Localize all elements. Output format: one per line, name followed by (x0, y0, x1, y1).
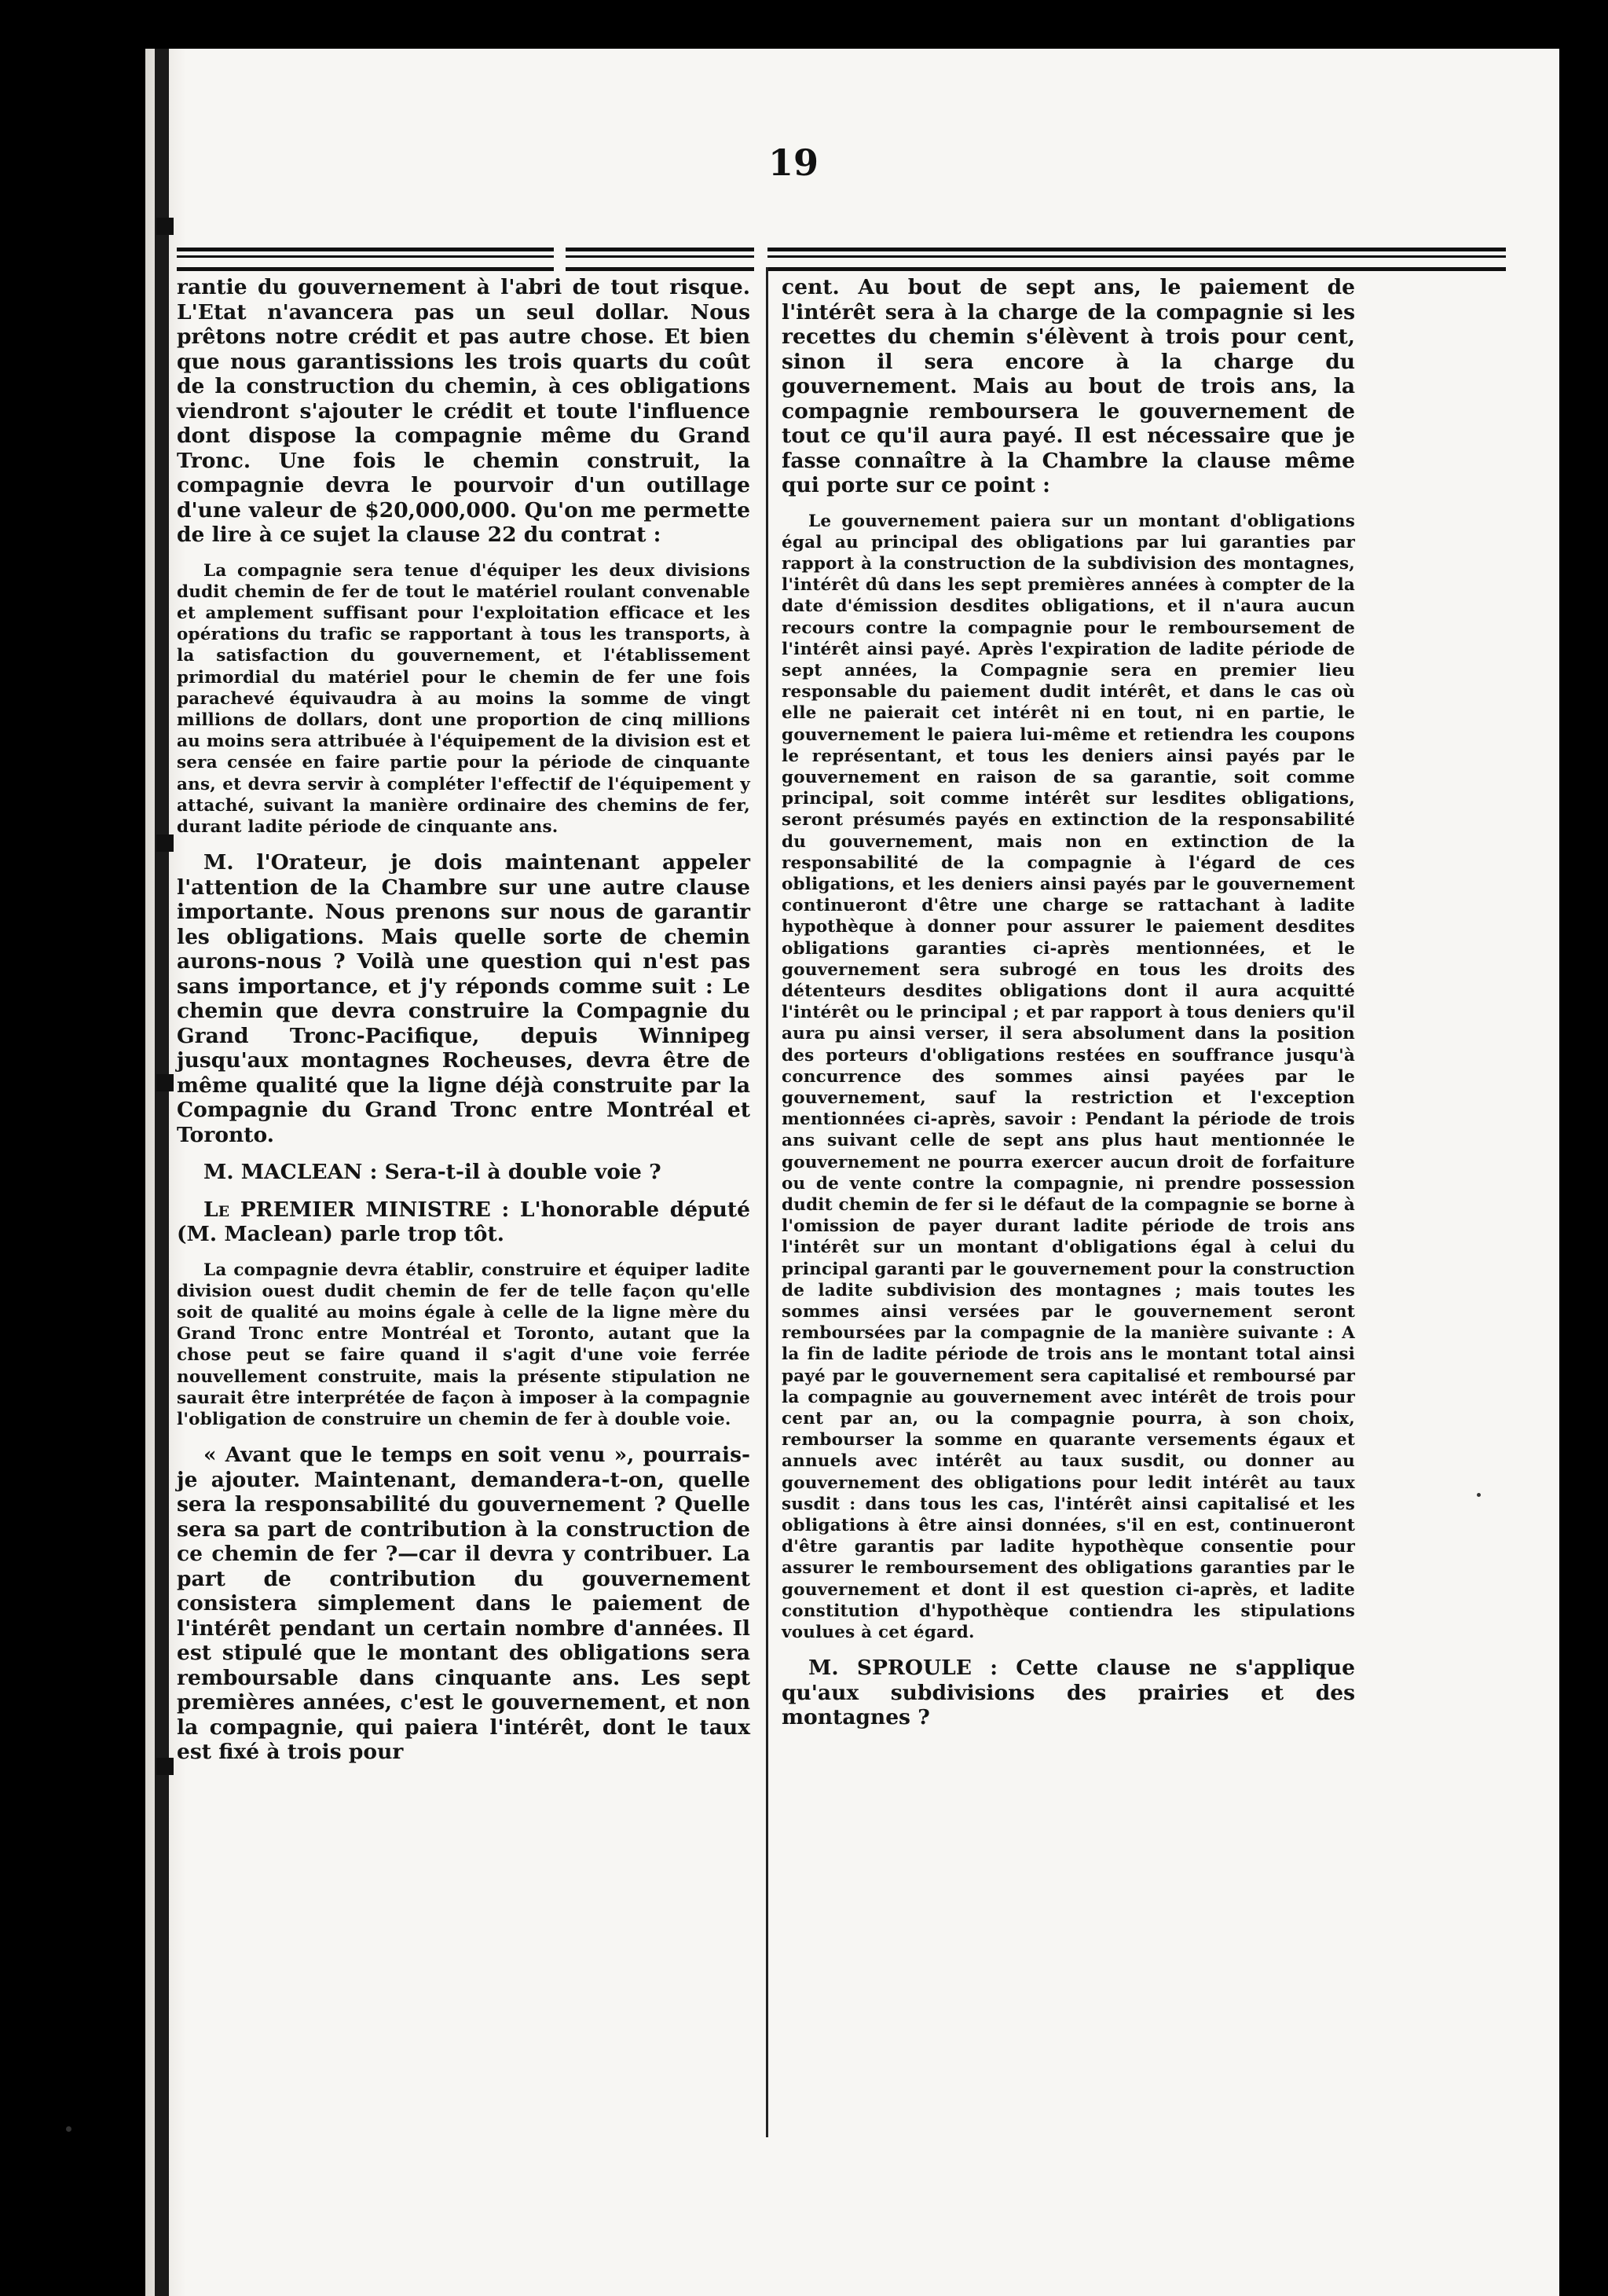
speaker-name: Le PREMIER MINISTRE : (203, 1197, 510, 1222)
speaker-text: L'honorable député (M. Maclean) parle trop tôt. (177, 1197, 751, 1247)
paragraph: cent. Au bout de sept ans, le paiement de l'intérêt sera à la charge de la compagnie si les recettes du chemin s'élèvent à trois pour cent, sinon il sera encore à la charge du gouvernement. Mais au bout de trois ans, la compagnie remboursera le gouvernement de tout ce qu'il aura payé. Il est nécessaire que je fasse connaître à la Chambre la clause même qui porte sur ce point : (782, 275, 1355, 497)
page-number: 19 (767, 141, 819, 184)
speaker-exchange (177, 1198, 750, 1247)
right-column (782, 275, 1355, 1743)
paragraph: rantie du gouvernement à l'abri de tout risque. L'Etat n'avancera pas un seul dollar. Nous prêtons notre crédit et pas autre chose. Et bien que nous garantissions les trois quarts du coût de la construction du chemin, à ces obligations viendront s'ajouter le crédit et toute l'influence dont dispose la compagnie même du Grand Tronc. Une fois le chemin construit, la compagnie devra le pourvoir d'un outillage d'une valeur de $20,000,000. Qu'on me permette de lire à ce sujet la clause 22 du contrat : (177, 275, 750, 547)
rail-mark (156, 218, 174, 235)
binding-rail (155, 49, 169, 2296)
speaker-exchange (782, 1656, 1355, 1730)
quoted-clause: La compagnie devra établir, construire et équiper ladite division ouest dudit chemin de fer de telle façon qu'elle soit de qualité au moins égale à celle de la ligne mère du Grand Tronc entre Montréal et Toronto, autant que la chose peut se faire quand il s'agit d'une voie ferrée nouvellement construite, mais la présente stipulation ne saurait être interprétée de façon à imposer à la compagnie l'obligation de construire un chemin de fer à double voie. (177, 1260, 750, 1430)
paragraph: « Avant que le temps en soit venu », pourrais-je ajouter. Maintenant, demandera-t-on, quelle sera la responsabilité du gouvernement ? Quelle sera sa part de contribution à la construction de ce chemin de fer ?—car il devra y contribuer. La part de contribution du gouvernement consistera simplement dans le paiement de l'intérêt pendant un certain nombre d'années. Il est stipulé que le montant des obligations sera remboursable dans cinquante ans. Les sept premières années, c'est le gouvernement, et non la compagnie, qui paiera l'intérêt, dont le taux est fixé à trois pour (177, 1443, 750, 1765)
speaker-name: M. MACLEAN : (203, 1160, 378, 1185)
speaker-exchange (177, 1160, 750, 1185)
header-rule (566, 248, 754, 271)
quoted-clause: Le gouvernement paiera sur un montant d'obligations égal au principal des obligations par lui garanties par rapport à la construction de la subdivision des montagnes, l'intérêt dû dans les sept premières années à compter de la date d'émission desdites obligations, et il n'aura aucun recours contre la compagnie pour le remboursement de l'intérêt ainsi payé. Après l'expiration de ladite période de sept années, la Compagnie sera en premier lieu responsable du paiement dudit intérêt, et dans le cas où elle ne paierait cet intérêt ni en tout, ni en partie, le gouvernement le paiera lui-même et retiendra les coupons le représentant, et tous les deniers ainsi payés par le gouvernement en raison de sa garantie, soit comme principal, soit comme intérêt sur lesdites obligations, seront présumés payés en extinction de la responsabilité du gouvernement, mais non en extinction de la responsabilité de la compagnie à l'égard de ces obligations, et les deniers ainsi payés par le gouvernement continueront d'être une charge se rattachant à ladite hypothèque à donner pour assurer le paiement desdites obligations garanties ci-après mentionnées, et le gouvernement sera subrogé en tous les droits des détenteurs desdites obligations dont il aura acquitté l'intérêt ou le principal ; et par rapport à tous deniers qu'il aura pu ainsi verser, il sera absolument dans la position des porteurs d'obligations restées en souffrance jusqu'à concurrence des sommes ainsi payées par le gouvernement, sauf la restriction et l'exception mentionnées ci-après, savoir : Pendant la période de trois ans suivant celle de sept ans plus haut mentionnée le gouvernement ne pourra exercer aucun droit de forfaiture ou de vente contre la compagnie, ni prendre possession dudit chemin de fer si le défaut de la compagnie se borne à l'omission de payer durant ladite période de trois ans l'intérêt sur un montant d'obligations égal à celui du principal garanti par le gouvernement pour la construction de ladite subdivision des montagnes ; mais toutes les sommes ainsi versées par le gouvernement seront remboursées par la compagnie de la manière suivante : A la fin de ladite période de trois ans le montant total ainsi payé par le gouvernement sera capitalisé et remboursé par la compagnie au gouvernement avec intérêt de trois pour cent par an, ou la compagnie pourra, à son choix, rembourser la somme en quarante versements égaux et annuels avec intérêt au taux susdit, ou donner au gouvernement des obligations pour ledit intérêt au taux susdit : dans tous les cas, l'intérêt ainsi capitalisé et les obligations à être ainsi données, s'il en est, continueront d'être garantis par ladite hypothèque consentie pour assurer le remboursement des obligations garanties par le gouvernement et dont il est question ci-après, et ladite constitution d'hypothèque contiendra les stipulations voulues à cet égard. (782, 511, 1355, 1643)
header-rule (767, 248, 1506, 271)
speaker-text: Sera-t-il à double voie ? (384, 1160, 661, 1185)
scan-speck (1477, 1493, 1481, 1497)
quoted-clause: La compagnie sera tenue d'équiper les deux divisions dudit chemin de fer de tout le matériel roulant convenable et amplement suffisant pour l'exploitation efficace et les opérations du trafic se rapportant à tous les transports, à la satisfaction du gouvernement, et l'établissement primordial du matériel pour le chemin de fer une fois parachevé équivaudra à au moins la somme de vingt millions de dollars, dont une proportion de cinq millions au moins sera attribuée à l'équipement de la division est et sera censée en faire partie pour la période de cinquante ans, et devra servir à compléter l'effectif de l'équipement y attaché, suivant la manière ordinaire des chemins de fer, durant ladite période de cinquante ans. (177, 560, 750, 837)
left-column (177, 275, 750, 1777)
speaker-name: M. SPROULE : (808, 1656, 998, 1681)
column-divider (766, 267, 768, 2137)
speaker-text: Cette clause ne s'applique qu'aux subdivisions des prairies et des montagnes ? (782, 1656, 1355, 1730)
paragraph: M. l'Orateur, je dois maintenant appeler l'attention de la Chambre sur une autre clause importante. Nous prenons sur nous de garantir les obligations. Mais quelle sorte de chemin aurons-nous ? Voilà une question qui n'est pas sans importance, et j'y réponds comme suit : Le chemin que devra construire la Compagnie du Grand Tronc-Pacifique, depuis Winnipeg jusqu'aux montagnes Rocheuses, devra être de même qualité que la ligne déjà construite par la Compagnie du Grand Tronc entre Montréal et Toronto. (177, 850, 750, 1147)
rail-mark (156, 1758, 174, 1775)
header-rule (177, 248, 554, 271)
header-rules (177, 200, 1508, 271)
rail-mark (156, 1074, 174, 1091)
rail-mark (156, 834, 174, 852)
scan-speck (66, 2126, 71, 2132)
